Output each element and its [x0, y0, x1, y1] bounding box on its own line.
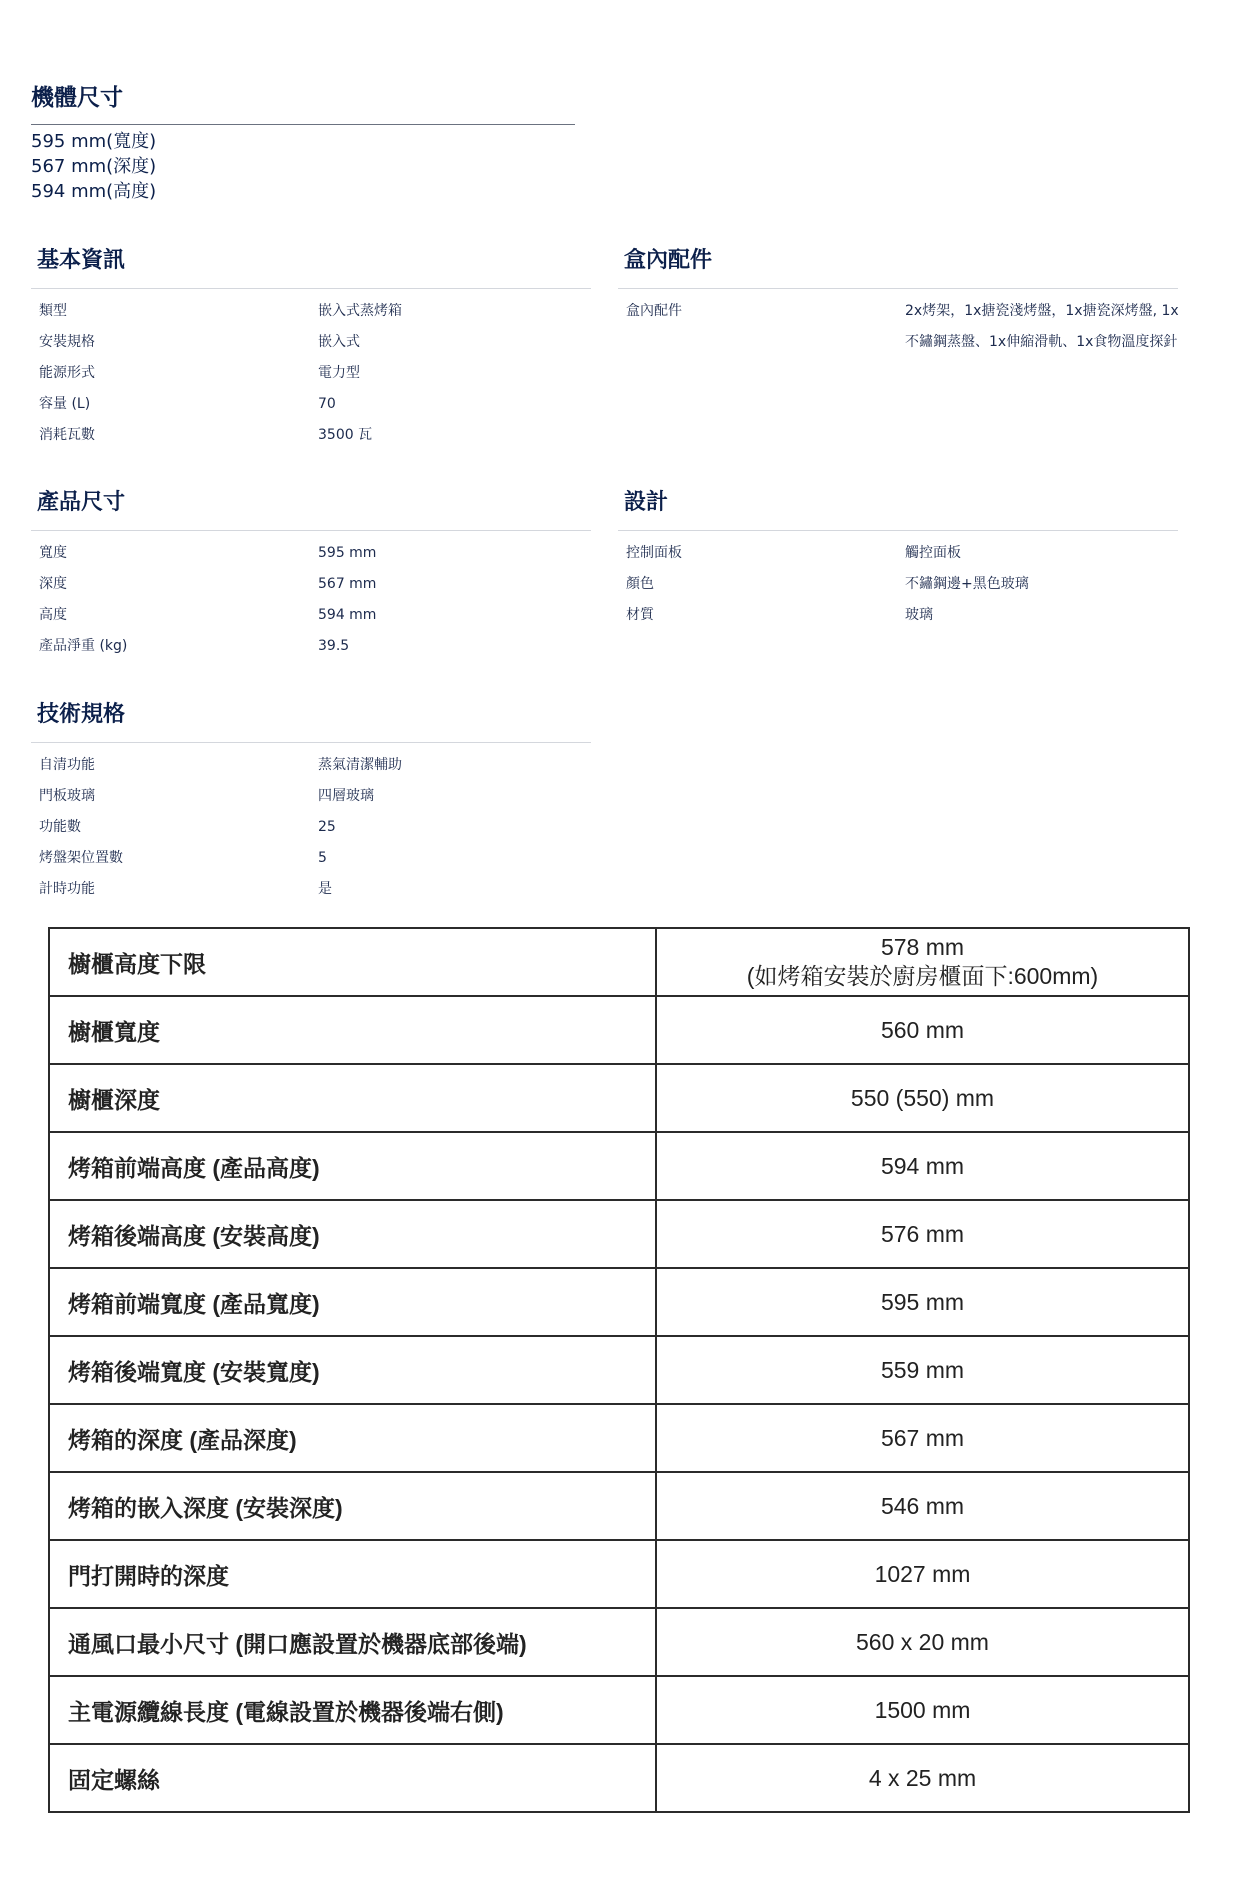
divider	[31, 742, 591, 743]
table-label: 烤箱前端高度 (產品高度)	[49, 1132, 656, 1200]
spec-value: 70	[318, 396, 336, 412]
table-value: 1027 mm	[656, 1540, 1189, 1608]
table-row	[49, 1132, 1189, 1200]
spec-key: 深度	[39, 576, 67, 592]
table-label: 通風口最小尺寸 (開口應設置於機器底部後端)	[49, 1608, 656, 1676]
tech-specs-section	[31, 699, 591, 905]
machine-size-block	[31, 82, 575, 204]
spec-row	[31, 569, 591, 600]
spec-value: 2x烤架，1x搪瓷淺烤盤，1x搪瓷深烤盤, 1x不鏽鋼蒸盤、1x伸縮滑軌、1x食物溫度探針	[905, 303, 1179, 350]
spec-key: 材質	[626, 607, 654, 623]
spec-value: 567 mm	[318, 576, 377, 592]
table-row	[49, 1064, 1189, 1132]
table-value: 567 mm	[656, 1404, 1189, 1472]
table-row	[49, 1744, 1189, 1812]
table-value: 559 mm	[656, 1336, 1189, 1404]
basic-info-section	[31, 245, 591, 451]
spec-key: 盒內配件	[626, 303, 682, 319]
divider	[31, 124, 575, 125]
spec-key: 高度	[39, 607, 67, 623]
spec-value: 39.5	[318, 638, 350, 654]
spec-row	[31, 538, 591, 569]
spec-row	[31, 631, 591, 662]
table-value: 560 x 20 mm	[656, 1608, 1189, 1676]
spec-value: 是	[318, 881, 332, 897]
spec-row	[31, 420, 591, 451]
table-row	[49, 1540, 1189, 1608]
design-section	[618, 487, 1178, 631]
spec-key: 安裝規格	[39, 334, 95, 350]
table-label: 櫥櫃高度下限	[49, 928, 656, 996]
spec-row	[618, 538, 1178, 569]
table-row	[49, 1676, 1189, 1744]
table-row	[49, 1608, 1189, 1676]
section-title: 產品尺寸	[37, 490, 126, 515]
spec-value: 595 mm	[318, 545, 377, 561]
spec-key: 寬度	[39, 545, 67, 561]
table-value: 576 mm	[656, 1200, 1189, 1268]
spec-key: 自清功能	[39, 757, 95, 773]
spec-row	[618, 600, 1178, 631]
table-row	[49, 1404, 1189, 1472]
table-label: 烤箱後端寬度 (安裝寬度)	[49, 1336, 656, 1404]
spec-row	[618, 296, 1178, 358]
table-row	[49, 1200, 1189, 1268]
table-row	[49, 1472, 1189, 1540]
table-value: 1500 mm	[656, 1676, 1189, 1744]
table-value: 560 mm	[656, 996, 1189, 1064]
section-title: 基本資訊	[37, 248, 126, 273]
table-label: 櫥櫃深度	[49, 1064, 656, 1132]
spec-row	[31, 600, 591, 631]
table-row	[49, 1336, 1189, 1404]
table-value: 594 mm	[656, 1132, 1189, 1200]
spec-value: 玻璃	[905, 607, 933, 623]
spec-row	[31, 843, 591, 874]
spec-row	[31, 389, 591, 420]
spec-key: 容量 (L)	[39, 396, 91, 412]
box-contents-section	[618, 245, 1178, 358]
table-row	[49, 996, 1189, 1064]
table-label: 烤箱的嵌入深度 (安裝深度)	[49, 1472, 656, 1540]
spec-row	[618, 569, 1178, 600]
spec-key: 控制面板	[626, 545, 682, 561]
spec-value: 嵌入式蒸烤箱	[318, 303, 402, 319]
spec-row	[31, 874, 591, 905]
spec-row	[31, 327, 591, 358]
spec-key: 能源形式	[39, 365, 95, 381]
spec-row	[31, 750, 591, 781]
spec-value: 電力型	[318, 365, 360, 381]
spec-key: 消耗瓦數	[39, 427, 95, 443]
spec-row	[31, 812, 591, 843]
section-title: 設計	[624, 490, 669, 515]
spec-value: 觸控面板	[905, 545, 961, 561]
spec-value: 594 mm	[318, 607, 377, 623]
spec-key: 烤盤架位置數	[39, 850, 123, 866]
spec-key: 顏色	[626, 576, 654, 592]
table-label: 門打開時的深度	[49, 1540, 656, 1608]
spec-row	[31, 358, 591, 389]
spec-value: 5	[318, 850, 327, 866]
section-title: 技術規格	[37, 702, 126, 727]
table-label: 烤箱前端寬度 (產品寬度)	[49, 1268, 656, 1336]
table-value	[656, 928, 1189, 996]
spec-key: 類型	[39, 303, 67, 319]
product-size-section	[31, 487, 591, 662]
table-value: 4 x 25 mm	[656, 1744, 1189, 1812]
table-label: 烤箱的深度 (產品深度)	[49, 1404, 656, 1472]
machine-height: 594 mm(高度)	[31, 181, 157, 202]
spec-key: 功能數	[39, 819, 81, 835]
machine-width: 595 mm(寬度)	[31, 131, 157, 152]
table-value: 550 (550) mm	[656, 1064, 1189, 1132]
table-value: 546 mm	[656, 1472, 1189, 1540]
spec-key: 門板玻璃	[39, 788, 95, 804]
section-title: 盒內配件	[624, 248, 713, 273]
divider	[31, 288, 591, 289]
table-row	[49, 1268, 1189, 1336]
value-line: 578 mm	[880, 934, 965, 960]
spec-value: 嵌入式	[318, 334, 360, 350]
table-label: 櫥櫃寬度	[49, 996, 656, 1064]
table-label: 固定螺絲	[49, 1744, 656, 1812]
divider	[618, 288, 1178, 289]
spec-key: 產品淨重 (kg)	[39, 638, 128, 654]
spec-value: 四層玻璃	[318, 788, 374, 804]
table-label: 主電源纜線長度 (電線設置於機器後端右側)	[49, 1676, 656, 1744]
machine-size-title: 機體尺寸	[31, 85, 123, 111]
value-note: (如烤箱安裝於廚房櫃面下:600mm)	[746, 963, 1099, 989]
table-row	[49, 928, 1189, 996]
spec-row	[31, 296, 591, 327]
spec-value: 3500 瓦	[318, 427, 373, 443]
divider	[618, 530, 1178, 531]
machine-depth: 567 mm(深度)	[31, 156, 157, 177]
table-label: 烤箱後端高度 (安裝高度)	[49, 1200, 656, 1268]
installation-dimensions-table	[48, 927, 1190, 1813]
spec-row	[31, 781, 591, 812]
spec-value: 25	[318, 819, 336, 835]
spec-value: 不鏽鋼邊+黑色玻璃	[905, 576, 1029, 592]
spec-value: 蒸氣清潔輔助	[318, 757, 402, 773]
table-value: 595 mm	[656, 1268, 1189, 1336]
divider	[31, 530, 591, 531]
spec-key: 計時功能	[39, 881, 95, 897]
